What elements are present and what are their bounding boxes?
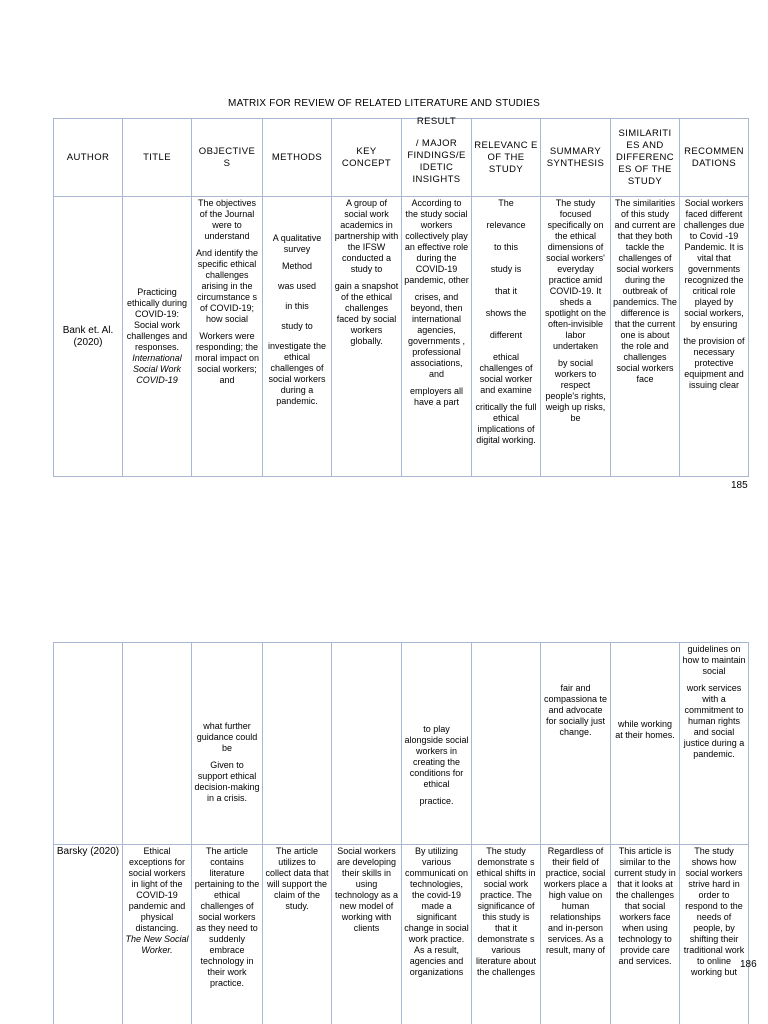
- header-summary-label: SUMMARY SYNTHESIS: [546, 145, 605, 169]
- row1-author: [54, 197, 122, 476]
- row1-methods-text-4: in this: [285, 301, 309, 311]
- row2-key-concept: [332, 845, 401, 1024]
- row1-recommendations-text-1: Social workers faced different challenges due to Covid -19 Pandemic. It is vital that governments recognized the critical role played by social workers, by ensuring: [683, 198, 745, 329]
- header-key-concept-label: KEY CONCEPT: [341, 145, 392, 169]
- row1-title-journal: International Social Work COVID-19: [132, 353, 182, 385]
- cont-recommendations-text-2: work services with a commitment to human rights and social justice during a pandemic.: [683, 683, 745, 759]
- header-author-label: AUTHOR: [66, 151, 110, 163]
- header-title: [123, 119, 191, 196]
- row2-methods: [263, 845, 331, 1024]
- row1-title: [123, 197, 191, 476]
- row1-relevance-text-4: study is: [490, 264, 522, 274]
- row2-methods-text: The article utilizes to collect data that will support the claim of the study.: [265, 846, 329, 911]
- row1-summary-text-1: The study focused specifically on the ethical dimensions of social workers' everyday practice amid COVID-19. It sheds a spotlight on the often-invisible labor undertaken: [544, 198, 607, 351]
- header-summary: [541, 119, 610, 196]
- row2-summary-text: Regardless of their field of practice, social workers place a high value on human relationships and in-person services. As a result, many of: [543, 846, 608, 955]
- cont-summary-text: fair and compassiona te and advocate for socially just change.: [543, 683, 608, 737]
- cont-similarities-text: while working at their homes.: [615, 719, 675, 740]
- row2-result-text: By utilizing various communicati on technologies, the covid-19 made a significant change in social work practice. As a result, agencies and organizations: [404, 846, 469, 977]
- row2-author: [54, 845, 122, 1024]
- header-methods-label: METHODS: [271, 151, 323, 163]
- header-result-label-1: RESULT: [416, 116, 457, 127]
- row1-relevance-text-7: different: [489, 330, 523, 340]
- header-similarities-label: SIMILARITI ES AND DIFFERENC ES OF THE STUDY: [616, 127, 674, 187]
- row2-key-text: Social workers are developing their skills in using technology as a new model of working with clients: [334, 846, 399, 933]
- row1-similarities: [611, 197, 679, 476]
- row1-relevance-text-5: that it: [494, 286, 517, 296]
- row1-methods-text-5: study to: [281, 321, 313, 331]
- row1-methods-text-2: Method: [281, 261, 313, 271]
- header-key-concept: [332, 119, 401, 196]
- row1-title-text: Practicing ethically during COVID-19: Social work challenges and responses.: [126, 287, 188, 352]
- cont-result: [402, 643, 471, 844]
- row2-relevance: [472, 845, 540, 1024]
- row1-methods-text-1: A qualitative survey: [272, 233, 322, 254]
- header-relevance: [472, 119, 540, 196]
- row2-similarities-text: This article is similar to the current study in that it looks at the challenges that social workers face when using technology to provide care and services.: [614, 846, 676, 966]
- cont-result-text-1: to play alongside social workers in creating the conditions for ethical: [404, 724, 469, 789]
- row1-result: [402, 197, 471, 476]
- row2-result: [402, 845, 471, 1024]
- header-result: [402, 115, 471, 196]
- page-number-186: 186: [740, 959, 757, 970]
- header-objectives: [192, 119, 262, 196]
- cont-recommendations-text-1: guidelines on how to maintain social: [682, 644, 746, 676]
- row2-title-text: Ethical exceptions for social workers in light of the COVID-19 pandemic and physical distancing.: [128, 846, 186, 933]
- header-title-label: TITLE: [143, 151, 171, 163]
- row1-similarities-text: The similarities of this study and current are that they both tackle the challenges of social workers during the outbreak of pandemics. The difference is that the current one is about the role and challenges social workers face: [613, 198, 677, 384]
- row2-similarities: [611, 845, 679, 1024]
- row1-relevance-text-1: The: [498, 198, 514, 208]
- header-relevance-label: RELEVANC E OF THE STUDY: [474, 139, 538, 175]
- row1-result-text-1: According to the study social workers collectively play an effective role during the COVID-19 pandemic, other: [404, 198, 469, 285]
- row1-objectives-text-1: The objectives of the Journal were to understand: [197, 198, 257, 241]
- row1-methods-text-3: was used: [277, 281, 317, 291]
- row1-author-text: Bank et. Al. (2020): [62, 324, 114, 348]
- cont-result-text-2: practice.: [419, 796, 454, 806]
- row1-summary: [541, 197, 610, 476]
- row1-summary-text-2: by social workers to respect people's rights, weigh up risks, be: [545, 358, 606, 423]
- row2-recommendations: [680, 845, 748, 1024]
- row1-recommendations: [680, 197, 748, 476]
- document-title: MATRIX FOR REVIEW OF RELATED LITERATURE AND STUDIES: [228, 98, 540, 109]
- header-objectives-label: OBJECTIVE S: [198, 145, 256, 169]
- header-result-label-2: / MAJOR FINDINGS/E IDETIC INSIGHTS: [407, 138, 466, 185]
- cont-summary: [541, 643, 610, 844]
- row1-result-text-3: employers all have a part: [409, 386, 464, 407]
- row1-key-text-1: A group of social work academics in partnership with the IFSW conducted a study to: [334, 198, 399, 274]
- page-number-185: 185: [731, 480, 748, 491]
- row2-objectives: [192, 845, 262, 1024]
- cont-similarities: [611, 643, 679, 844]
- row1-objectives-text-2: And identify the specific ethical challenges arising in the circumstance s of COVID-19; how social: [195, 248, 259, 324]
- cont-objectives-text-1: what further guidance could be: [196, 721, 258, 753]
- cont-recommendations: [680, 643, 748, 844]
- row1-relevance-text-9: critically the full ethical implications of digital working.: [475, 402, 537, 445]
- row1-recommendations-text-2: the provision of necessary protective equipment and issuing clear: [683, 336, 745, 390]
- row1-relevance-text-3: to this: [493, 242, 518, 252]
- row2-relevance-text: The study demonstrate s ethical shifts in social work practice. The significance of this study is that it demonstrate s various literature about the challenges: [475, 846, 537, 977]
- cont-objectives-text-2: Given to support ethical decision-making in a crisis.: [194, 760, 260, 803]
- row1-result-text-2: crises, and beyond, then international agencies, governments , professional associations, and: [407, 292, 466, 379]
- header-recommendations: [680, 119, 748, 196]
- row1-relevance-text-6: shows the: [485, 308, 527, 318]
- row1-methods-text-6: investigate the ethical challenges of social workers during a pandemic.: [267, 341, 327, 406]
- row1-objectives: [192, 197, 262, 476]
- row1-key-text-2: gain a snapshot of the ethical challenges faced by social workers globally.: [334, 281, 399, 346]
- header-methods: [263, 119, 331, 196]
- row1-key-concept: [332, 197, 401, 476]
- header-recommendations-label: RECOMMEN DATIONS: [684, 145, 744, 169]
- row1-relevance-text-2: relevance: [486, 220, 526, 230]
- row1-relevance-text-8: ethical challenges of social worker and examine: [479, 352, 533, 395]
- row2-title-journal: The New Social Worker.: [125, 934, 189, 955]
- row2-summary: [541, 845, 610, 1024]
- cont-objectives: [192, 643, 262, 844]
- header-similarities: [611, 119, 679, 196]
- row2-author-text: Barsky (2020): [56, 846, 120, 857]
- header-author: [54, 119, 122, 196]
- row1-methods: [263, 197, 331, 476]
- row2-objectives-text: The article contains literature pertaining to the ethical challenges of social workers as they need to suddenly embrace technology in their work practice.: [194, 846, 260, 988]
- row2-title: [123, 845, 191, 1024]
- row2-recommendations-text: The study shows how social workers strive hard in order to respond to the needs of people, by shifting their traditional work to online working but: [683, 846, 745, 977]
- row1-objectives-text-3: Workers were responding; the moral impact on social workers; and: [194, 331, 260, 385]
- row1-relevance: [472, 197, 540, 476]
